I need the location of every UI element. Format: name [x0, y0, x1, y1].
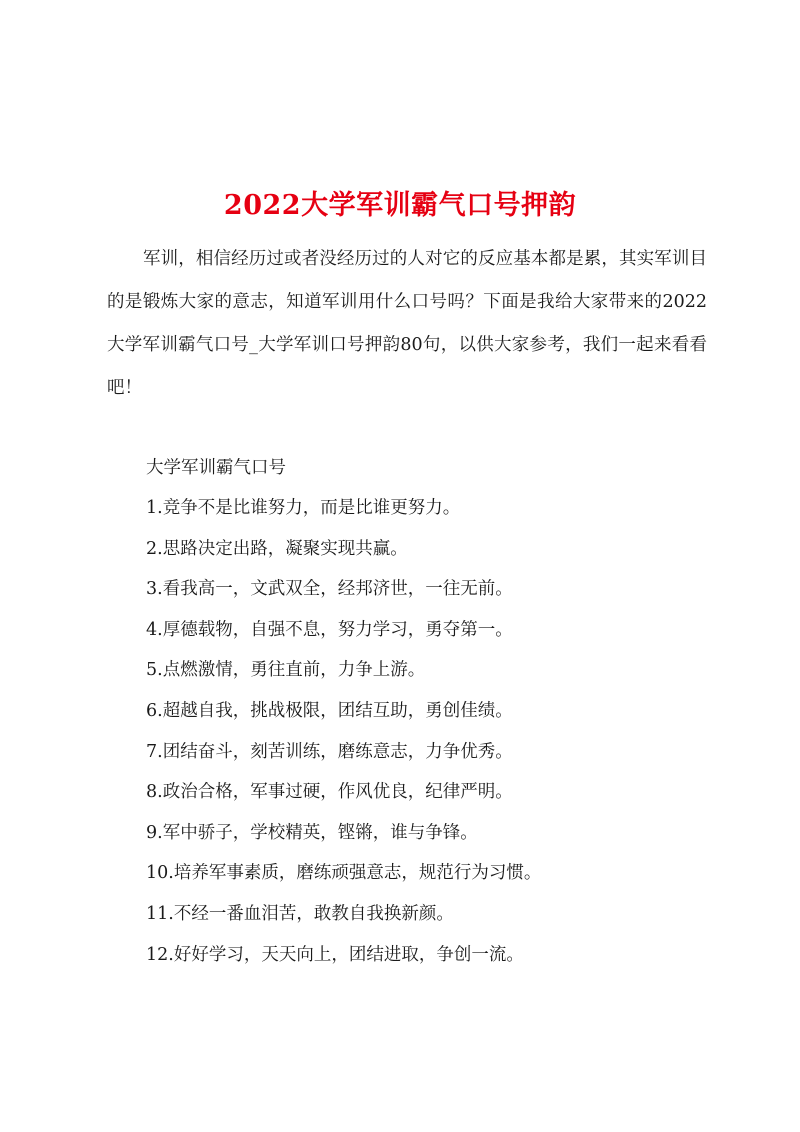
list-item: 9.军中骄子，学校精英，铿锵，谁与争锋。 — [146, 822, 478, 843]
section-heading: 大学军训霸气口号 — [146, 458, 286, 478]
list-item: 12.好好学习，天天向上，团结进取，争创一流。 — [146, 944, 524, 965]
slogan-section — [146, 448, 706, 975]
list-item: 1.竞争不是比谁努力，而是比谁更努力。 — [146, 498, 461, 518]
list-item: 10.培养军事素质，磨练顽强意志，规范行为习惯。 — [146, 863, 542, 884]
list-item: 11.不经一番血泪苦，敢教自我换新颜。 — [146, 903, 454, 924]
list-item: 5.点燃激情，勇往直前，力争上游。 — [146, 660, 426, 681]
list-item: 8.政治合格，军事过硬，作风优良，纪律严明。 — [146, 782, 513, 803]
intro-paragraph: 军训，相信经历过或者没经历过的人对它的反应基本都是累，其实军训目的是锻炼大家的意志，知道军训用什么口号吗？下面是我给大家带来的2022大学军训霸气口号_大学军训口号押韵80句，以供大家参考，我们一起来看看吧！ — [107, 249, 707, 398]
page-title: 2022大学军训霸气口号押韵 — [223, 190, 577, 222]
list-item: 2.思路决定出路，凝聚实现共赢。 — [146, 538, 408, 559]
slogan-list — [146, 488, 706, 975]
list-item: 4.厚德载物，自强不息，努力学习，勇夺第一。 — [146, 619, 513, 640]
list-item: 7.团结奋斗，刻苦训练，磨练意志，力争优秀。 — [146, 741, 513, 762]
list-item: 3.看我高一，文武双全，经邦济世，一往无前。 — [146, 579, 513, 600]
list-item: 6.超越自我，挑战极限，团结互助，勇创佳绩。 — [146, 700, 513, 721]
